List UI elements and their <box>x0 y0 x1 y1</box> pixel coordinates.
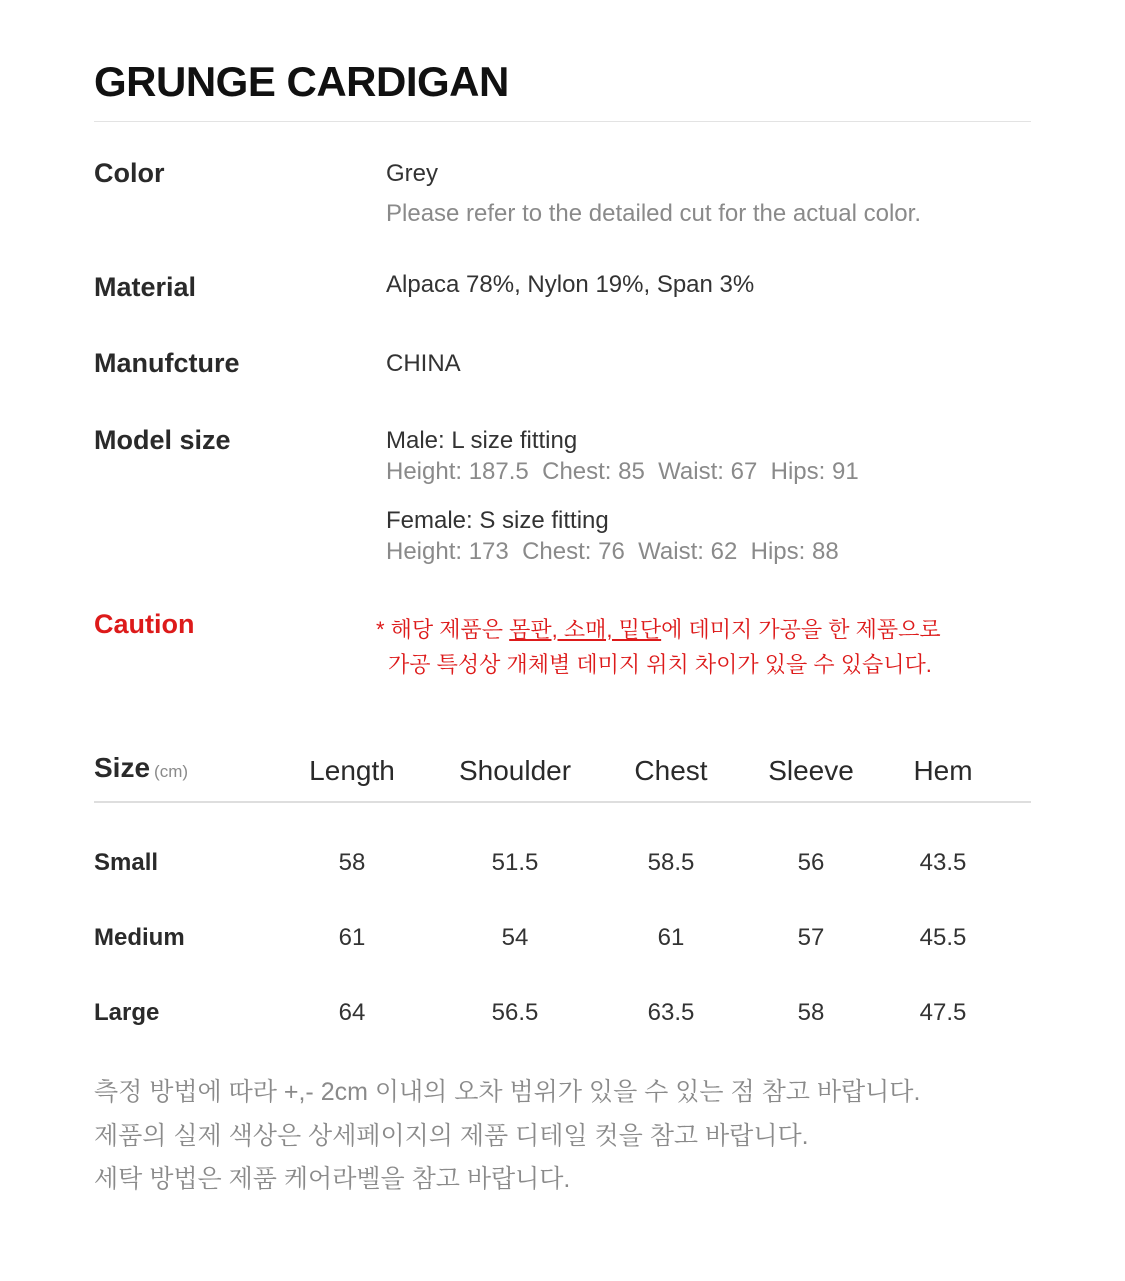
model-male-measurements: Height: 187.5 Chest: 85 Waist: 67 Hips: 91 <box>386 458 859 485</box>
col-header-shoulder: Shoulder <box>458 755 572 786</box>
col-header-hem: Hem <box>913 755 973 786</box>
cell-large-sleeve: 58 <box>797 999 825 1026</box>
title-divider <box>94 121 1031 122</box>
cell-medium-hem: 45.5 <box>919 924 967 951</box>
col-header-chest: Chest <box>634 755 708 786</box>
cell-medium-shoulder: 54 <box>501 924 529 951</box>
model-size-label: Model size <box>94 425 231 455</box>
material-value: Alpaca 78%, Nylon 19%, Span 3% <box>386 271 755 298</box>
row-label-small: Small <box>94 849 159 876</box>
caution-line-1-prefix: * 해당 제품은 <box>376 617 510 642</box>
size-header <box>94 752 188 784</box>
note-measurement-tolerance: 측정 방법에 따라 +,- 2cm 이내의 오차 범위가 있을 수 있는 점 참고 바랍니다. <box>94 1078 921 1106</box>
model-male-fit: Male: L size fitting <box>386 427 578 454</box>
cell-large-length: 64 <box>338 999 366 1026</box>
row-label-medium: Medium <box>94 924 185 951</box>
caution-label: Caution <box>94 609 195 639</box>
row-label-large: Large <box>94 999 160 1026</box>
note-washing: 세탁 방법은 제품 케어라벨을 참고 바랍니다. <box>94 1165 571 1193</box>
model-female-fit: Female: S size fitting <box>386 507 609 534</box>
caution-line-1-suffix: 에 데미지 가공을 한 제품으로 <box>661 617 941 642</box>
cell-small-shoulder: 51.5 <box>491 849 539 876</box>
cell-small-length: 58 <box>338 849 366 876</box>
manufacture-value: CHINA <box>386 350 461 377</box>
size-unit: (cm) <box>154 762 189 781</box>
material-label: Material <box>94 272 197 302</box>
cell-medium-length: 61 <box>338 924 366 951</box>
cell-medium-sleeve: 57 <box>797 924 825 951</box>
col-header-length: Length <box>309 755 395 786</box>
cell-large-hem: 47.5 <box>919 999 967 1026</box>
cell-small-sleeve: 56 <box>797 849 825 876</box>
model-female-measurements: Height: 173 Chest: 76 Waist: 62 Hips: 88 <box>386 538 839 565</box>
color-label: Color <box>94 158 165 188</box>
cell-medium-chest: 61 <box>657 924 685 951</box>
cell-small-hem: 43.5 <box>919 849 967 876</box>
cell-large-chest: 63.5 <box>647 999 695 1026</box>
col-header-sleeve: Sleeve <box>768 755 854 786</box>
manufacture-label: Manufcture <box>94 348 240 378</box>
cell-large-shoulder: 56.5 <box>491 999 539 1026</box>
color-note: Please refer to the detailed cut for the actual color. <box>386 200 921 227</box>
table-header-divider <box>94 801 1031 803</box>
page-title: GRUNGE CARDIGAN <box>94 58 509 105</box>
caution-line-2: 가공 특성상 개체별 데미지 위치 차이가 있을 수 있습니다. <box>388 652 932 677</box>
color-value: Grey <box>386 160 439 187</box>
size-header-label: Size <box>94 752 151 783</box>
note-actual-color: 제품의 실제 색상은 상세페이지의 제품 디테일 컷을 참고 바랍니다. <box>94 1122 809 1150</box>
caution-line-1 <box>376 613 941 644</box>
caution-damaged-parts: 몸판, 소매, 밑단 <box>509 617 662 642</box>
cell-small-chest: 58.5 <box>647 849 695 876</box>
